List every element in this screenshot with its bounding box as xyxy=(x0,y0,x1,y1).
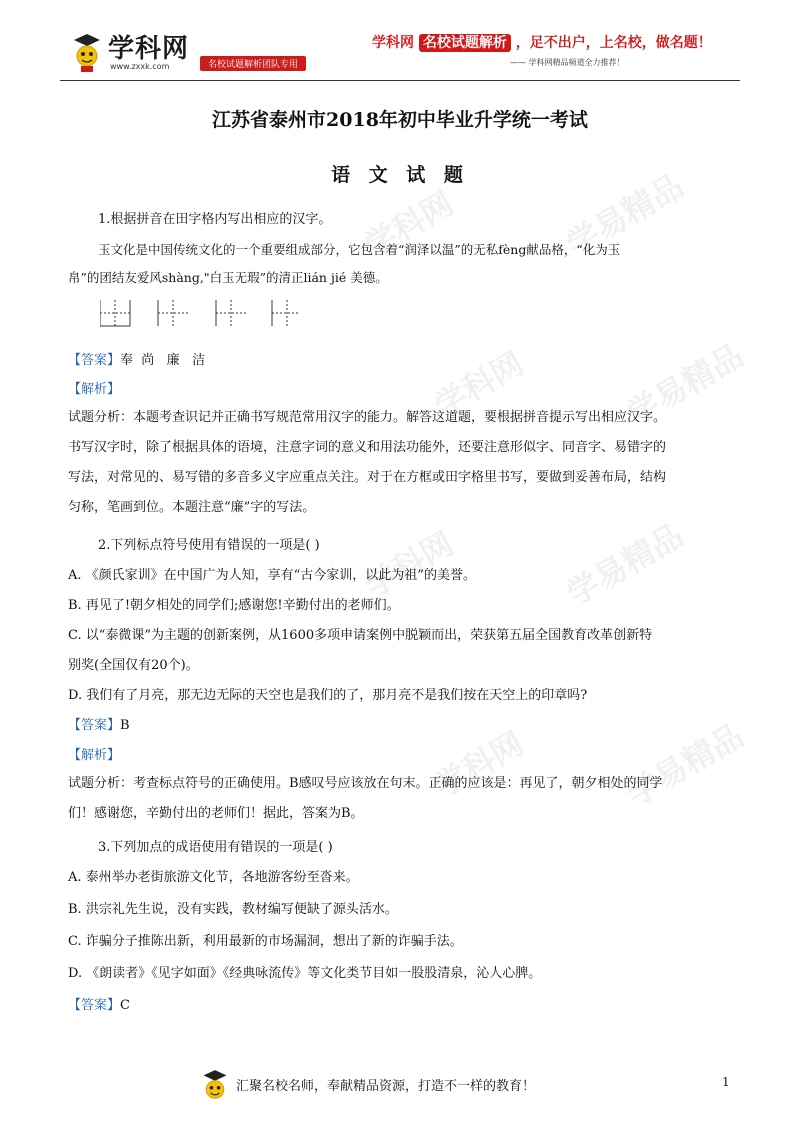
question-2: 2.下列标点符号使用有错误的一项是( ) xyxy=(98,538,320,553)
answer-value: B xyxy=(120,718,130,733)
answer-value: C xyxy=(120,998,130,1013)
analysis-tag: 【解析】 xyxy=(68,382,121,397)
page-number: 1 xyxy=(722,1075,730,1089)
q2-option-b: B. 再见了!朝夕相处的同学们;感谢您!辛勤付出的老师们。 xyxy=(68,598,400,613)
analysis-tag: 【解析】 xyxy=(68,748,121,763)
answer-2 xyxy=(68,718,130,734)
watermark: 学科网 xyxy=(357,524,461,606)
watermark: 学科网 xyxy=(427,344,531,426)
mascot-icon xyxy=(200,1066,230,1106)
watermark: 学易精品 xyxy=(560,516,690,614)
slogan xyxy=(372,32,712,52)
answer-1 xyxy=(68,353,205,369)
answer-tag: 【答案】 xyxy=(68,353,121,368)
tianzige-grid xyxy=(100,300,300,328)
watermark: 学易精品 xyxy=(620,336,750,434)
watermark: 学易精品 xyxy=(560,166,690,264)
analysis-text: 们！感谢您，辛勤付出的老师们！据此，答案为B。 xyxy=(68,806,364,821)
mascot-icon xyxy=(70,30,104,74)
q2-option-a: A. 《颜氏家训》在中国广为人知，享有“古今家训，以此为祖”的美誉。 xyxy=(68,568,476,583)
footer-slogan: 汇聚名校名师，奉献精品资源，打造不一样的教育！ xyxy=(236,1079,536,1094)
answer-value: 奉 尚 廉 洁 xyxy=(120,353,206,368)
q3-option-c: C. 诈骗分子推陈出新，利用最新的市场漏洞，想出了新的诈骗手法。 xyxy=(68,934,463,949)
logo-text: 学科网 xyxy=(108,34,190,64)
question-1: 1.根据拼音在田字格内写出相应的汉字。 xyxy=(98,212,332,227)
analysis-text: 写法，对常见的、易写错的多音多义字应重点关注。对于在方框或田字格里书写，要做到妥善布局，结构 xyxy=(68,470,667,485)
slogan-pre: 学科网 xyxy=(372,35,414,51)
watermark: 学易精品 xyxy=(620,716,750,814)
watermark: 学科网 xyxy=(427,724,531,806)
team-badge: 名校试题解析团队专用 xyxy=(200,56,306,71)
q1-text: 帛”的团结友爱风shàng,"白玉无瑕”的清正lián jié 美德。 xyxy=(68,270,388,285)
answer-tag: 【答案】 xyxy=(68,718,121,733)
q3-option-d: D. 《朗读者》《见字如面》《经典咏流传》等文化类节目如一股股清泉，沁人心脾。 xyxy=(68,966,542,981)
analysis-text: 试题分析：考查标点符号的正确使用。B感叹号应该放在句末。正确的应该是：再见了，朝夕相处的同学 xyxy=(68,776,663,791)
slogan-box: 名校试题解析 xyxy=(419,34,511,52)
q1-text: 玉文化是中国传统文化的一个重要组成部分，它包含着“润泽以温”的无私fèng献品格，“化为玉 xyxy=(98,242,621,257)
page-subtitle: 语 文 试 题 xyxy=(331,164,469,186)
answer-tag: 【答案】 xyxy=(68,998,121,1013)
analysis-text: 试题分析：本题考查识记并正确书写规范常用汉字的能力。解答这道题，要根据拼音提示写出相应汉字。 xyxy=(68,410,667,425)
q2-option-c-cont: 别奖(全国仅有20个)。 xyxy=(68,658,199,673)
analysis-text: 书写汉字时，除了根据具体的语境，注意字词的意义和用法功能外，还要注意形似字、同音字、易错字的 xyxy=(68,440,667,455)
slogan-sub: —— 学科网精品频道全力推荐！ xyxy=(510,58,625,67)
slogan-post: ，足不出户，上名校，做名题！ xyxy=(515,35,712,51)
q2-option-c: C. 以“泰微课”为主题的创新案例，从1600多项申请案例中脱颖而出，荣获第五届全国教育改革创新特 xyxy=(68,628,653,643)
question-3: 3.下列加点的成语使用有错误的一项是( ) xyxy=(98,840,333,855)
answer-3 xyxy=(68,998,130,1014)
q3-option-b: B. 洪宗礼先生说，没有实践，教材编写便缺了源头活水。 xyxy=(68,902,398,917)
watermark: 学科网 xyxy=(357,184,461,266)
q3-option-a: A. 泰州举办老街旅游文化节，各地游客纷至沓来。 xyxy=(68,870,359,885)
q2-option-d: D. 我们有了月亮，那无边无际的天空也是我们的了，那月亮不是我们按在天空上的印章吗? xyxy=(68,688,588,703)
page-title: 江苏省泰州市2018年初中毕业升学统一考试 xyxy=(212,109,588,131)
logo-url: www.zxxk.com xyxy=(110,62,170,71)
analysis-text: 匀称，笔画到位。本题注意“廉”字的写法。 xyxy=(68,500,316,515)
header-divider xyxy=(60,80,740,81)
